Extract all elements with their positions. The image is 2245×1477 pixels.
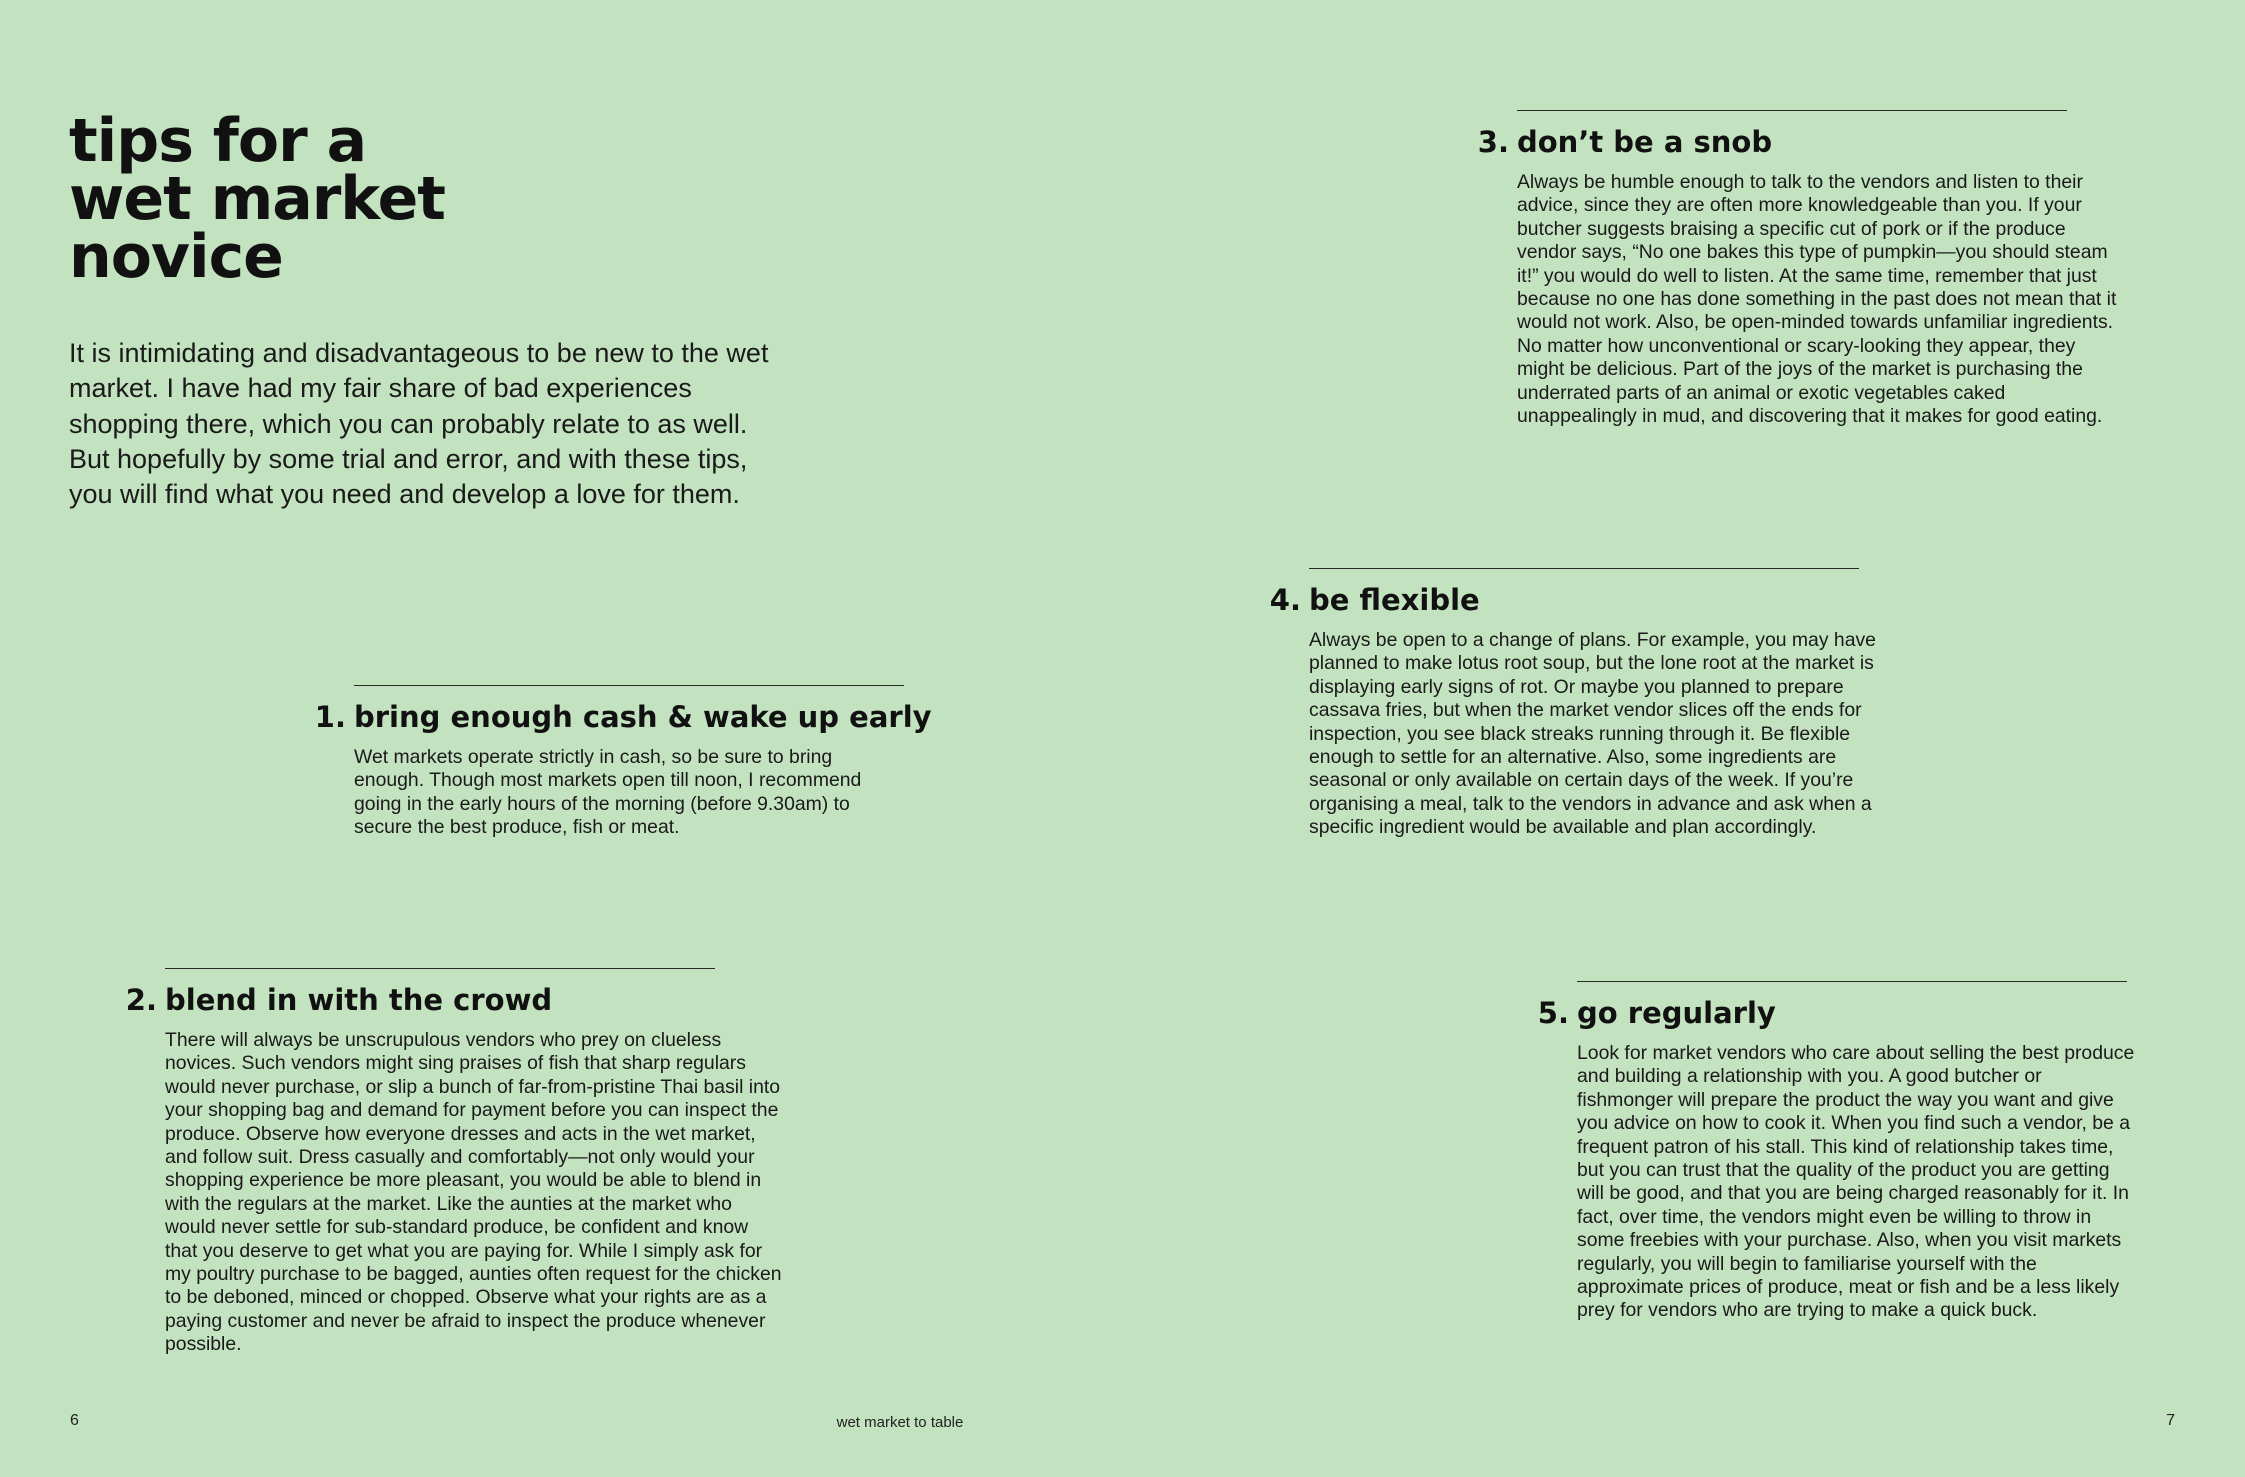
tip-4-divider	[1309, 568, 1859, 569]
title-line-2: wet market	[69, 164, 445, 234]
tip-4	[1269, 568, 1879, 840]
tip-1-heading	[314, 698, 932, 736]
tip-1-heading-text: bring enough cash & wake up early	[354, 700, 932, 734]
tip-2	[125, 968, 785, 1357]
tip-1-number: 1.	[314, 700, 346, 734]
page-number-right: 7	[2166, 1412, 2175, 1429]
tip-3-number: 3.	[1477, 125, 1509, 159]
running-title: wet market to table	[836, 1414, 964, 1431]
tip-2-heading-text: blend in with the crowd	[165, 983, 553, 1017]
tip-5-heading-text: go regularly	[1577, 996, 1776, 1030]
tip-1-divider	[354, 685, 904, 686]
tip-5-body: Look for market vendors who care about selling the best produce and building a relationship with you. A good butcher or fishmonger will prepare the product the way you want and give you advice on how to cook it. When you find such a vendor, be a frequent patron of his stall. This kind of relationship takes time, but you can trust that the quality of the product you are getting will be good, and that you are being charged reasonably for it. In fact, over time, the vendors might even be willing to throw in some freebies with your purchase. Also, when you visit markets regularly, you will begin to familiarise yourself with the approximate prices of produce, meat or fish and be a less likely prey for vendors who are trying to make a quick buck.	[1577, 1042, 2135, 1322]
page-number-left: 6	[70, 1412, 79, 1429]
tip-3-heading-text: don’t be a snob	[1517, 125, 1773, 159]
title-line-3: novice	[69, 222, 283, 292]
tip-5	[1537, 981, 2137, 1323]
tip-1	[314, 685, 932, 840]
tip-5-heading	[1537, 994, 2137, 1032]
tip-4-number: 4.	[1269, 583, 1301, 617]
tip-3-divider	[1517, 110, 2067, 111]
tip-2-heading	[125, 981, 785, 1019]
tip-4-heading	[1269, 581, 1879, 619]
tip-3-heading	[1477, 123, 2127, 161]
tip-4-body: Always be open to a change of plans. For example, you may have planned to make lotus root soup, but the lone root at the market is displaying early signs of rot. Or maybe you planned to prepare cassava fries, but when the market vendor slices off the ends for inspection, you see black streaks running through it. Be flexible enough to settle for an alternative. Also, some ingredients are seasonal or only available on certain days of the week. If you’re organising a meal, talk to the vendors in advance and ask when a specific ingredient would be available and plan accordingly.	[1309, 629, 1876, 839]
page-title	[69, 106, 669, 292]
tip-3	[1477, 110, 2127, 428]
tip-2-number: 2.	[125, 983, 157, 1017]
tip-4-heading-text: be flexible	[1309, 583, 1480, 617]
tip-5-number: 5.	[1537, 996, 1569, 1030]
title-line-1: tips for a	[69, 106, 367, 176]
tip-2-divider	[165, 968, 715, 969]
tip-3-body: Always be humble enough to talk to the vendors and listen to their advice, since they are often more knowledgeable than you. If your butcher suggests braising a specific cut of pork or if the produce vendor says, “No one bakes this type of pumpkin—you should steam it!” you would do well to listen. At the same time, remember that just because no one has done something in the past does not mean that it would not work. Also, be open-minded towards unfamiliar ingredients. No matter how unconventional or scary-looking they appear, they might be delicious. Part of the joys of the market is purchasing the underrated parts of an animal or exotic vegetables caked unappealingly in mud, and discovering that it makes for good eating.	[1517, 171, 2117, 428]
tip-5-divider	[1577, 981, 2127, 982]
tip-1-body: Wet markets operate strictly in cash, so be sure to bring enough. Though most markets open till noon, I recommend going in the early hours of the morning (before 9.30am) to secure the best produce, fish or meat.	[354, 746, 862, 839]
tip-2-body: There will always be unscrupulous vendors who prey on clueless novices. Such vendors might sing praises of fish that sharp regulars would never purchase, or slip a bunch of far-from-pristine Thai basil into your shopping bag and demand for payment before you can inspect the produce. Observe how everyone dresses and acts in the wet market, and follow suit. Dress casually and comfortably—not only would your shopping experience be more pleasant, you would be able to blend in with the regulars at the market. Like the aunties at the market who would never settle for sub-standard produce, be confident and know that you deserve to get what you are paying for. While I simply ask for my poultry purchase to be bagged, aunties often request for the chicken to be deboned, minced or chopped. Observe what your rights are as a paying customer and never be afraid to inspect the produce whenever possible.	[165, 1029, 782, 1356]
intro-paragraph: It is intimidating and disadvantageous to be new to the wet market. I have had my fair share of bad experiences shopping there, which you can probably relate to as well. But hopefully by some trial and error, and with these tips, you will find what you need and develop a love for them.	[69, 338, 769, 510]
